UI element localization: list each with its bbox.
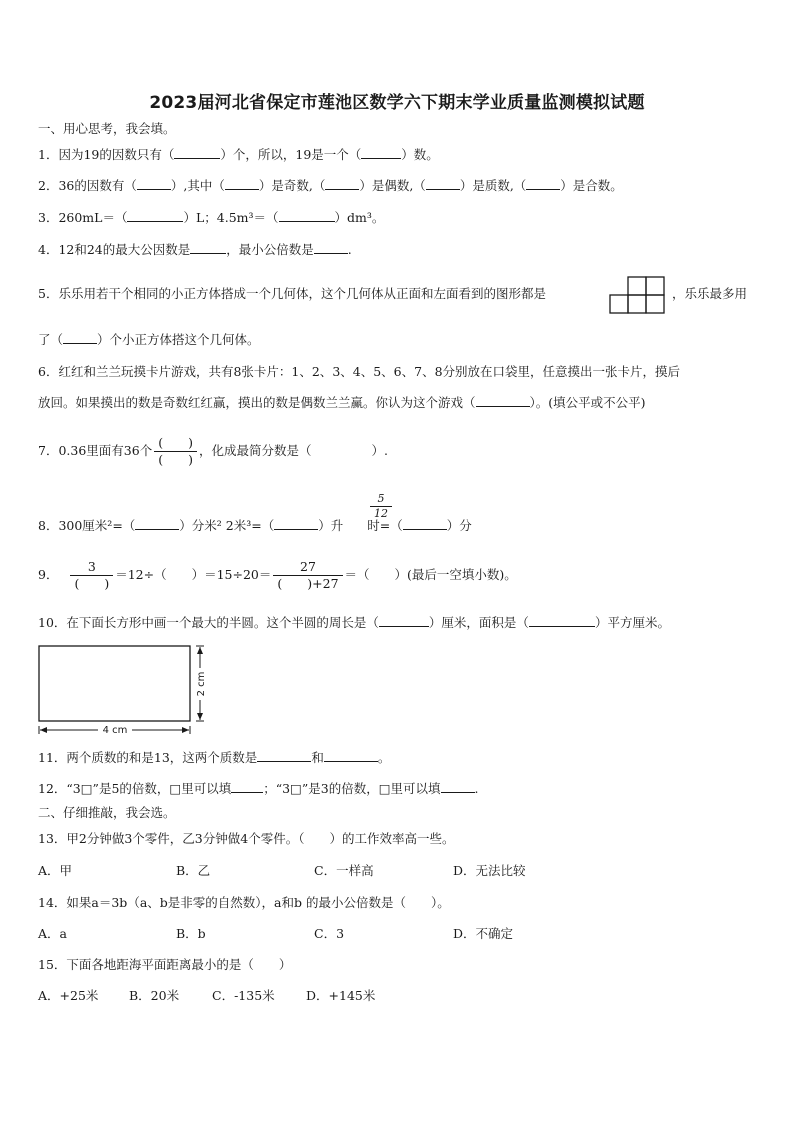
q4-blank-2[interactable] (314, 240, 348, 254)
q5-text-d: ）个小正方体搭这个几何体。 (97, 332, 260, 347)
q13-option-c[interactable]: C．一样高 (314, 863, 374, 878)
q8-fraction-denominator: 12 (374, 507, 388, 520)
q10-text-a: 10．在下面长方形中画一个最大的半圆。这个半圆的周长是（ (38, 615, 379, 630)
q9-fraction-1[interactable] (70, 559, 113, 592)
section-heading-choose: 二、仔细推敲，我会选。 (38, 805, 176, 820)
q4-text-c: . (347, 242, 352, 257)
q7-fraction[interactable] (154, 435, 197, 468)
q10-text-b: ）厘米，面积是（ (428, 615, 529, 630)
q7-fraction-numerator[interactable]: ( ) (154, 435, 197, 452)
q3-blank-2[interactable] (279, 208, 335, 222)
q9-fraction-2-denominator[interactable]: ( )+27 (277, 576, 339, 591)
view-square-bottom-middle (628, 295, 646, 313)
view-square-top-middle (628, 277, 646, 295)
q14-option-a[interactable]: A．a (38, 926, 67, 941)
width-label: 4 cm (102, 725, 128, 736)
q8-text-e: ）分 (446, 518, 472, 533)
q9-fraction-1-denominator[interactable]: ( ) (74, 576, 110, 591)
three-view-figure (609, 276, 665, 314)
q7-text-b: ，化成最简分数是（ (198, 443, 312, 458)
q12-text-a: 12．“3□”是5的倍数，□里可以填 (38, 781, 232, 796)
q2-text-c: ）是奇数,（ (258, 178, 326, 193)
q8-text-a: 8．300厘米²=（ (38, 518, 136, 533)
q10-blank-2[interactable] (529, 613, 595, 627)
question-5-line-1 (38, 285, 546, 303)
q14-option-b[interactable]: B．b (176, 926, 206, 941)
question-7 (38, 430, 388, 472)
question-10 (38, 613, 670, 632)
view-square-bottom-left (610, 295, 628, 313)
q2-text-a: 2．36的因数有（ (38, 178, 137, 193)
q9-fraction-2-numerator: 27 (273, 559, 342, 576)
q10-text-c: ）平方厘米。 (594, 615, 670, 630)
q2-text-b: ）,其中（ (170, 178, 225, 193)
q6-text-b: 放回。如果摸出的数是奇数红红赢，摸出的数是偶数兰兰赢。你认为这个游戏（ (38, 395, 476, 410)
q8-fraction-numerator: 5 (370, 492, 392, 507)
q9-fraction-1-numerator: 3 (70, 559, 113, 576)
question-6-line-2 (38, 393, 646, 412)
q10-blank-1[interactable] (379, 613, 429, 627)
question-4 (38, 240, 352, 259)
question-1 (38, 145, 439, 164)
q8-text-c: ）升 (318, 518, 344, 533)
q6-blank-1[interactable] (476, 393, 530, 407)
q3-text-b: ）L；4.5m³＝（ (183, 210, 279, 225)
question-13: 13．甲2分钟做3个零件，乙3分钟做4个零件。（ ）的工作效率高一些。 (38, 831, 455, 846)
question-2 (38, 176, 623, 195)
q2-text-f: ）是合数。 (560, 178, 623, 193)
q4-blank-1[interactable] (190, 240, 226, 254)
rectangle (39, 646, 190, 721)
q2-text-d: ）是偶数,（ (359, 178, 426, 193)
question-15: 15．下面各地距海平面距离最小的是（ ） (38, 957, 292, 972)
q15-option-b[interactable]: B．20米 (129, 988, 180, 1003)
q2-blank-3[interactable] (325, 176, 359, 190)
q7-fraction-denominator[interactable]: ( ) (158, 452, 193, 467)
q2-blank-5[interactable] (526, 176, 560, 190)
q14-option-c[interactable]: C．3 (314, 926, 345, 941)
q1-blank-2[interactable] (361, 145, 401, 159)
q9-text-b: ＝12÷（ ）＝15÷20＝ (115, 567, 272, 582)
page-title: 2023届河北省保定市莲池区数学六下期末学业质量监测模拟试题 (149, 93, 645, 113)
height-label: 2 cm (196, 671, 207, 697)
q8-blank-2[interactable] (274, 516, 318, 530)
question-6-line-1 (38, 363, 680, 381)
rectangle-figure (36, 642, 216, 738)
q11-text-b: 和 (311, 750, 324, 765)
q13-option-d[interactable]: D．无法比较 (453, 863, 526, 878)
question-12 (38, 779, 479, 798)
q4-text-b: ，最小公倍数是 (226, 242, 314, 257)
q2-blank-2[interactable] (225, 176, 259, 190)
q9-fraction-2[interactable] (273, 559, 342, 592)
q6-text-c: ）。(填公平或不公平) (529, 395, 646, 410)
q1-blank-1[interactable] (174, 145, 220, 159)
q1-text-a: 1．因为19的因数只有（ (38, 147, 175, 162)
q11-text-a: 11．两个质数的和是13，这两个质数是 (38, 750, 258, 765)
q8-text-d: 时=（ (367, 518, 403, 533)
question-11 (38, 748, 390, 767)
q4-text-a: 4．12和24的最大公因数是 (38, 242, 191, 257)
q1-text-b: ）个，所以，19是一个（ (220, 147, 362, 162)
q13-option-a[interactable]: A．甲 (38, 863, 73, 878)
section-heading-fill: 一、用心思考，我会填。 (38, 121, 176, 136)
question-14: 14．如果a＝3b（a、b是非零的自然数），a和b 的最小公倍数是（ ）。 (38, 895, 450, 910)
q9-text-a: 9． (38, 567, 59, 582)
q15-option-a[interactable]: A．+25米 (38, 988, 99, 1003)
q3-text-c: ）dm³。 (334, 210, 385, 225)
q9-text-c: ＝（ ）(最后一空填小数)。 (344, 567, 517, 582)
q3-text-a: 3．260mL＝（ (38, 210, 128, 225)
q5-text-c: 了（ (38, 332, 64, 347)
q12-text-c: . (474, 781, 479, 796)
q8-blank-3[interactable] (403, 516, 447, 530)
question-3 (38, 208, 384, 227)
q11-blank-1[interactable] (257, 748, 311, 762)
q14-option-d[interactable]: D．不确定 (453, 926, 514, 941)
q3-blank-1[interactable] (127, 208, 183, 222)
q7-text-a: 7．0.36里面有36个 (38, 443, 153, 458)
q15-option-d[interactable]: D．+145米 (306, 988, 376, 1003)
question-9 (38, 554, 517, 596)
question-5-line-2 (38, 330, 260, 349)
q5-text-a: 5．乐乐用若干个相同的小正方体搭成一个几何体，这个几何体从正面和左面看到的图形都是 (38, 286, 546, 301)
q2-blank-4[interactable] (426, 176, 460, 190)
q12-blank-1[interactable] (231, 779, 263, 793)
q5-text-b: ，乐乐最多用 (672, 286, 748, 301)
view-square-bottom-right (646, 295, 664, 313)
question-8 (38, 516, 472, 535)
q12-blank-2[interactable] (441, 779, 475, 793)
q6-text-a: 6．红红和兰兰玩摸卡片游戏，共有8张卡片：1、2、3、4、5、6、7、8分别放在口袋里，任意摸出一张卡片，摸后 (38, 364, 681, 379)
q12-text-b: ；“3□”是3的倍数，□里可以填 (263, 781, 441, 796)
q1-text-c: ）数。 (401, 147, 439, 162)
view-square-top-right (646, 277, 664, 295)
q8-text-b: ）分米² 2米³=（ (179, 518, 275, 533)
q2-text-e: ）是质数,（ (459, 178, 527, 193)
q8-blank-1[interactable] (135, 516, 179, 530)
q11-text-c: 。 (377, 750, 391, 765)
q7-text-c: ）. (371, 443, 388, 458)
q11-blank-2[interactable] (324, 748, 378, 762)
q13-option-b[interactable]: B．乙 (176, 863, 211, 878)
q5-blank-1[interactable] (63, 330, 97, 344)
q2-blank-1[interactable] (137, 176, 171, 190)
q15-option-c[interactable]: C．-135米 (212, 988, 275, 1003)
